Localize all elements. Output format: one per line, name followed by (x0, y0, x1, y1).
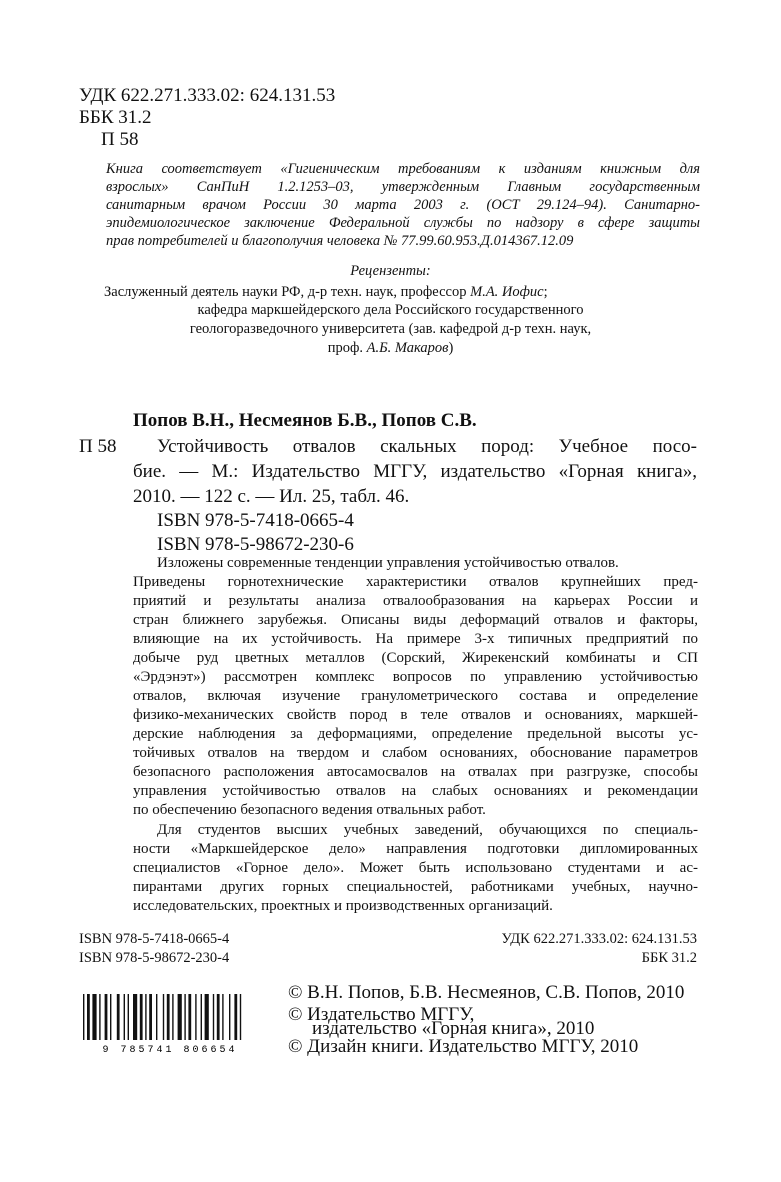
reviewer-2-line-3 (0, 339, 781, 357)
reviewer-2-title: проф. (327, 340, 367, 356)
barcode-bar (124, 994, 125, 1040)
bib-isbn-2: ISBN 978-5-98672-230-6 (157, 534, 354, 555)
barcode-bar (92, 994, 96, 1040)
barcode-bar (172, 994, 173, 1040)
barcode-bar (178, 994, 182, 1040)
barcode-bar (83, 994, 84, 1040)
annotation-line: дерские наблюдения за деформациями, определение предельной высоты ус- (133, 726, 698, 742)
barcode-bar (99, 994, 100, 1040)
audience-line: Для студентов высших учебных заведений, обучающихся по специаль- (157, 822, 698, 838)
copyright-4: © Дизайн книги. Издательство МГГУ, 2010 (288, 1036, 639, 1057)
bib-author-mark: П 58 (79, 436, 117, 457)
bib-title-line-1: Устойчивость отвалов скальных пород: Учебное посо- (157, 436, 697, 457)
footer-udk: УДК 622.271.333.02: 624.131.53 (501, 931, 697, 947)
annotation-line: безопасного расположения автосамосвалов на отвалах при разгрузке, способы (133, 764, 698, 780)
reviewer-2-suffix: ) (448, 340, 454, 356)
reviewer-1-name: М.А. Иофис (470, 284, 544, 300)
reviewer-1 (104, 283, 548, 301)
annotation-line: Приведены горнотехнические характеристики отвалов крупнейших пред- (133, 574, 698, 590)
barcode-bar (229, 994, 230, 1040)
barcode-bar (240, 994, 241, 1040)
barcode-bar (201, 994, 202, 1040)
annotation-line: «Эрдэнэт») рассмотрен комплекс вопросов по управлению устойчивостью (133, 669, 698, 685)
compliance-line: санитарным врачом России 30 марта 2003 г. (ОСТ 29.124–94). Санитарно- (106, 197, 700, 213)
barcode-bar (205, 994, 209, 1040)
footer-bbk: ББК 31.2 (641, 950, 697, 966)
bib-title-line-2: бие. — М.: Издательство МГГУ, издательство «Горная книга», (133, 461, 697, 482)
compliance-line: прав потребителей и благополучия человека № 77.99.60.953.Д.014367.12.09 (106, 233, 574, 249)
annotation-line: добыче руд цветных металлов (Сорский, Жирекенский комбинаты и СП (133, 650, 698, 666)
reviewer-2-line-1: кафедра маркшейдерского дела Российского государственного (197, 302, 584, 318)
copyright-1: © В.Н. Попов, Б.В. Несмеянов, С.В. Попов, 2010 (288, 982, 685, 1003)
book-authors: Попов В.Н., Несмеянов Б.В., Попов С.В. (133, 410, 477, 431)
barcode-bar (195, 994, 196, 1040)
audience (133, 821, 698, 916)
annotation-line: по обеспечению безопасного ведения отвальных работ. (133, 802, 486, 818)
barcode-bar (87, 994, 90, 1040)
barcode-bar (110, 994, 111, 1040)
annotation (133, 554, 698, 820)
bib-isbn-1: ISBN 978-5-7418-0665-4 (157, 510, 354, 531)
barcode-bar (156, 994, 157, 1040)
barcode-bar (234, 994, 237, 1040)
reviewer-2-line-2: геологоразведочного университета (зав. кафедрой д-р техн. наук, (189, 321, 592, 337)
barcode-bar (145, 994, 146, 1040)
barcode-bar (167, 994, 170, 1040)
audience-line: специалистов «Горное дело». Может быть использовано студентами и ас- (133, 860, 698, 876)
reviewer-1-suffix: ; (543, 284, 548, 300)
footer-isbn-2: ISBN 978-5-98672-230-4 (79, 950, 230, 966)
audience-line: пирантами других горных специальностей, работниками учебных, научно- (133, 879, 698, 895)
barcode-bar (188, 994, 191, 1040)
annotation-line: физико-механических свойств пород в теле отвалов и основаниях, маркшей- (133, 707, 698, 723)
compliance-line: эпидемиологическое заключение Федеральной службы по надзору в сфере защиты (106, 215, 700, 231)
barcode-bar (213, 994, 214, 1040)
reviewers-heading: Рецензенты: (350, 263, 431, 279)
compliance-line: взрослых» СанПиН 1.2.1253–03, утвержденным Главным государственным (106, 179, 700, 195)
barcode-bar (128, 994, 129, 1040)
barcode-bar (105, 994, 108, 1040)
annotation-line: влияющие на их устойчивость. На примере 3-х типичных предприятий по (133, 631, 698, 647)
audience-line: исследовательских, проектных и производственных организаций. (133, 898, 553, 914)
compliance-notice (106, 160, 700, 250)
annotation-line: приятий и результаты анализа отвалообразования на карьерах России и (133, 593, 698, 609)
barcode-bar (149, 994, 152, 1040)
copyright-2: © Издательство МГГУ, (288, 1004, 475, 1025)
audience-line: ности «Маркшейдерское дело» направления подготовки дипломированных (133, 841, 698, 857)
barcode-bar (140, 994, 143, 1040)
barcode-bar (184, 994, 185, 1040)
isbn-barcode (80, 992, 260, 1054)
udk-code: УДК 622.271.333.02: 624.131.53 (79, 85, 336, 106)
barcode-bar (163, 994, 164, 1040)
barcode-digits: 9 785741 806654 (102, 1045, 238, 1054)
annotation-line: тойчивых отвалов на твердом и слабом основаниях, обоснование параметров (133, 745, 698, 761)
annotation-line: отвалов, включая изучение гранулометрического состава и определение (133, 688, 698, 704)
copyright-3: издательство «Горная книга», 2010 (312, 1018, 595, 1039)
barcode-bar (217, 994, 220, 1040)
annotation-line: Изложены современные тенденции управления устойчивостью отвалов. (157, 555, 619, 571)
annotation-line: управления устойчивостью отвалов на слабых основаниях и рекомендации (133, 783, 698, 799)
compliance-line: Книга соответствует «Гигиеническим требованиям к изданиям книжным для (106, 161, 700, 177)
reviewer-2-name: А.Б. Макаров (366, 340, 449, 356)
bib-title-line-3: 2010. — 122 с. — Ил. 25, табл. 46. (133, 486, 410, 507)
bbk-code: ББК 31.2 (79, 107, 152, 128)
reviewer-1-title: Заслуженный деятель науки РФ, д-р техн. наук, профессор (104, 284, 471, 300)
barcode-bar (117, 994, 120, 1040)
author-mark: П 58 (101, 129, 139, 150)
footer-isbn-1: ISBN 978-5-7418-0665-4 (79, 931, 230, 947)
barcode-bar (222, 994, 223, 1040)
barcode-bar (133, 994, 137, 1040)
annotation-line: стран ближнего зарубежья. Описаны виды деформаций отвалов и факторы, (133, 612, 698, 628)
